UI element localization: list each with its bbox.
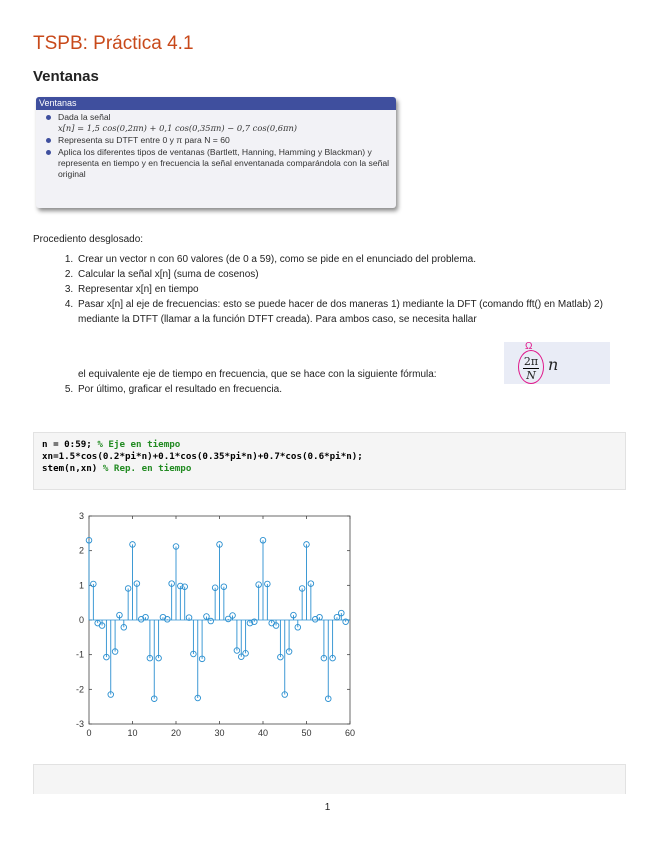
slide-formula: x[n] = 1,5 cos(0,2πn) + 0,1 cos(0,35πn) − 0,7 cos(0,6πn) xyxy=(58,123,298,133)
slide-item xyxy=(58,112,390,134)
x-tick-label: 10 xyxy=(127,728,138,738)
procedure-step: 2. Calcular la señal x[n] (suma de cosenos) xyxy=(76,267,646,282)
procedure-step: 5. Por último, graficar el resultado en frecuencia. xyxy=(76,382,646,397)
formula-numerator: 2π xyxy=(523,355,539,368)
formula-image xyxy=(504,342,610,384)
code-block-empty xyxy=(33,764,626,794)
code-line xyxy=(42,451,625,463)
formula-denominator: N xyxy=(526,369,536,382)
procedure-step-text: Pasar x[n] al eje de frecuencias: esto se puede hacer de dos maneras 1) mediante la DFT (comando fft() en Matlab) 2) mediante la DTFT (llamar a la función DTFT creada). Para ambos caso, se necesita hallar xyxy=(78,299,603,325)
slide-item: Representa su DTFT entre 0 y π para N = 60 xyxy=(58,135,390,146)
code-line xyxy=(42,439,625,451)
slide-item-text: Dada la señal xyxy=(58,112,111,122)
x-tick-label: 40 xyxy=(257,728,269,738)
slide-header: Ventanas xyxy=(36,97,396,110)
x-tick-label: 60 xyxy=(344,728,356,738)
x-tick-label: 30 xyxy=(214,728,225,738)
procedure-step-tail: el equivalente eje de tiempo en frecuencia, que se hace con la siguiente fórmula: xyxy=(78,369,437,380)
code-comment: % Rep. en tiempo xyxy=(102,463,192,474)
y-tick-label: 3 xyxy=(78,511,84,521)
y-tick-label: -2 xyxy=(75,684,84,695)
procedure-intro: Procediento desglosado: xyxy=(33,234,144,245)
code-line xyxy=(42,463,625,475)
y-tick-label: 1 xyxy=(78,580,84,591)
slide-image xyxy=(36,97,396,208)
procedure-step: 3. Representar x[n] en tiempo xyxy=(76,282,646,297)
code-block xyxy=(33,432,626,490)
x-tick-label: 20 xyxy=(170,728,182,738)
code-comment: % Eje en tiempo xyxy=(97,439,181,450)
stem-plot xyxy=(60,503,360,748)
x-tick-label: 50 xyxy=(301,728,312,738)
code-text: stem(n,xn) xyxy=(42,463,103,474)
y-tick-label: -3 xyxy=(75,719,84,729)
code-text: xn=1.5*cos(0.2*pi*n)+0.1*cos(0.35*pi*n)+0.7*cos(0.6*pi*n); xyxy=(42,451,363,462)
slide-list xyxy=(36,112,396,180)
page-number: 1 xyxy=(324,802,331,813)
page-title: TSPB: Práctica 4.1 xyxy=(33,33,194,54)
procedure-step: 1. Crear un vector n con 60 valores (de 0 a 59), como se pide en el enunciado del problema. xyxy=(76,252,646,267)
y-tick-label: 0 xyxy=(78,615,84,625)
omega-symbol: Ω xyxy=(525,341,533,352)
formula-variable: n xyxy=(548,355,559,374)
x-tick-label: 0 xyxy=(86,728,92,738)
slide-item: Aplica los diferentes tipos de ventanas (Bartlett, Hanning, Hamming y Blackman) y representa en tiempo y en frecuencia la señal enventanada comparándola con la señal original xyxy=(58,147,390,179)
y-tick-label: -1 xyxy=(75,649,84,660)
formula-fraction xyxy=(518,341,544,382)
y-tick-label: 2 xyxy=(78,545,84,556)
code-text: n = 0:59; xyxy=(42,439,98,450)
section-heading: Ventanas xyxy=(33,68,99,85)
